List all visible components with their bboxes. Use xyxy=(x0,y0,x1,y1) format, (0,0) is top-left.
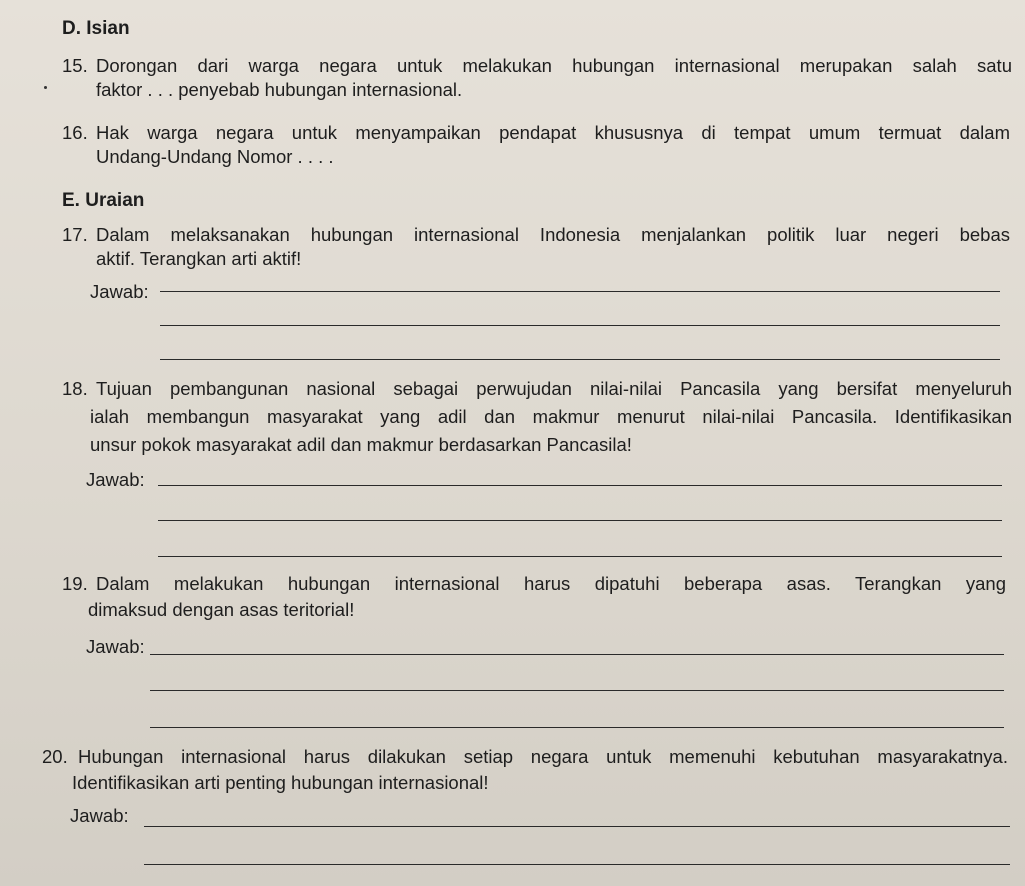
question-15-line-2: faktor . . . penyebab hubungan internasional. xyxy=(96,79,463,100)
answer-line[interactable] xyxy=(158,485,1002,486)
question-15-number: 15. xyxy=(62,55,88,76)
question-18-line-2: ialah membangun masyarakat yang adil dan makmur menurut nilai-nilai Pancasila. Identifikasikan xyxy=(90,406,1012,427)
answer-line[interactable] xyxy=(150,727,1004,728)
answer-line[interactable] xyxy=(144,864,1010,865)
answer-line[interactable] xyxy=(160,325,1000,326)
question-18-line-1: Tujuan pembangunan nasional sebagai perwujudan nilai-nilai Pancasila yang bersifat menyeluruh xyxy=(96,378,1012,399)
section-e-heading: E. Uraian xyxy=(62,190,145,211)
answer-label-17: Jawab: xyxy=(90,281,149,302)
answer-line[interactable] xyxy=(158,556,1002,557)
question-17-line-1: Dalam melaksanakan hubungan internasional Indonesia menjalankan politik luar negeri bebas xyxy=(96,224,1010,245)
question-19-line-2: dimaksud dengan asas teritorial! xyxy=(88,599,355,620)
question-16-line-2: Undang-Undang Nomor . . . . xyxy=(96,146,334,167)
question-17-number: 17. xyxy=(62,224,88,245)
answer-line[interactable] xyxy=(144,826,1010,827)
answer-label-18: Jawab: xyxy=(86,469,145,490)
stray-mark xyxy=(44,86,47,89)
question-20-number: 20. xyxy=(42,746,68,767)
answer-line[interactable] xyxy=(160,291,1000,292)
question-18-line-3: unsur pokok masyarakat adil dan makmur berdasarkan Pancasila! xyxy=(90,434,632,455)
answer-line[interactable] xyxy=(150,654,1004,655)
answer-line[interactable] xyxy=(150,690,1004,691)
question-19-number: 19. xyxy=(62,573,88,594)
answer-line[interactable] xyxy=(160,359,1000,360)
answer-label-20: Jawab: xyxy=(70,805,129,826)
question-15-line-1: Dorongan dari warga negara untuk melakukan hubungan internasional merupakan salah satu xyxy=(96,55,1012,76)
answer-line[interactable] xyxy=(158,520,1002,521)
section-d-heading: D. Isian xyxy=(62,18,130,39)
question-19-line-1: Dalam melakukan hubungan internasional harus dipatuhi beberapa asas. Terangkan yang xyxy=(96,573,1006,594)
question-18-number: 18. xyxy=(62,378,88,399)
question-20-line-2: Identifikasikan arti penting hubungan internasional! xyxy=(72,772,489,793)
question-17-line-2: aktif. Terangkan arti aktif! xyxy=(96,248,302,269)
question-16-line-1: Hak warga negara untuk menyampaikan pendapat khususnya di tempat umum termuat dalam xyxy=(96,122,1010,143)
question-20-line-1: Hubungan internasional harus dilakukan setiap negara untuk memenuhi kebutuhan masyarakatnya. xyxy=(78,746,1008,767)
answer-label-19: Jawab: xyxy=(86,636,145,657)
question-16-number: 16. xyxy=(62,122,88,143)
